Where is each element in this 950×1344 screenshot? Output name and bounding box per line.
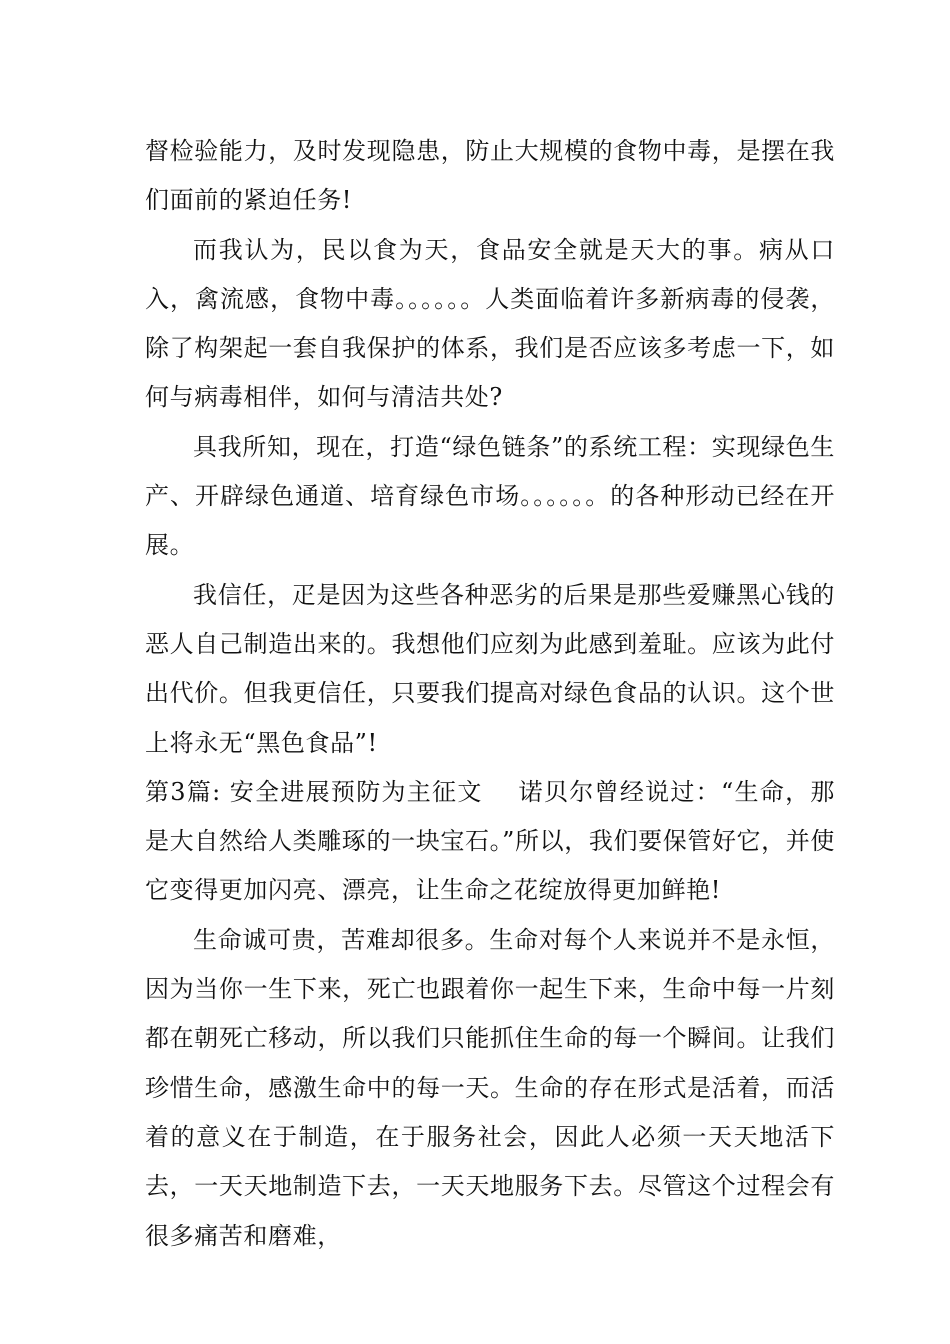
section-paragraph bbox=[145, 768, 835, 916]
paragraph-green-chain: 具我所知，现在，打造“绿色链条”的系统工程：实现绿色生产、开辟绿色通道、培育绿色市场。。。。。。的各种形动已经在开展。 bbox=[145, 432, 835, 560]
section-heading: 第3篇: 安全进展预防为主征文 bbox=[145, 777, 483, 806]
section-intro-text: 诺贝尔曾经说过：“生命，那是大自然给人类雕琢的一块宝石。”所以，我们要保管好它，并使它变得更加闪亮、漂亮，让生命之花绽放得更加鲜艳! bbox=[145, 777, 836, 905]
paragraph-continuation: 督检验能力，及时发现隐患，防止大规模的食物中毒，是摆在我们面前的紧迫任务! bbox=[145, 137, 835, 215]
paragraph-cherish-life: 生命诚可贵，苦难却很多。生命对每个人来说并不是永恒，因为当你一生下来，死亡也跟着你一起生下来，生命中每一片刻都在朝死亡移动，所以我们只能抓住生命的每一个瞬间。让我们珍惜生命，感激生命中的每一天。生命的存在形式是活着，而活着的意义在于制造，在于服务社会，因此人必须一天天地活下去，一天天地制造下去，一天天地服务下去。尽管这个过程会有很多痛苦和磨难， bbox=[145, 925, 835, 1250]
document-body bbox=[145, 127, 835, 1261]
paragraph-food-safety: 而我认为，民以食为天，食品安全就是天大的事。病从口入，禽流感，食物中毒。。。。。。人类面临着许多新病毒的侵袭，除了构架起一套自我保护的体系，我们是否应该多考虑一下，如何与病毒相伴，如何与清洁共处? bbox=[145, 235, 835, 412]
paragraph-trust: 我信任，疋是因为这些各种恶劣的后果是那些爱赚黑心钱的恶人自己制造出来的。我想他们应刻为此感到羞耻。应该为此付出代价。但我更信任，只要我们提高对绿色食品的认识。这个世上将永无“黑色食品”! bbox=[145, 580, 835, 757]
